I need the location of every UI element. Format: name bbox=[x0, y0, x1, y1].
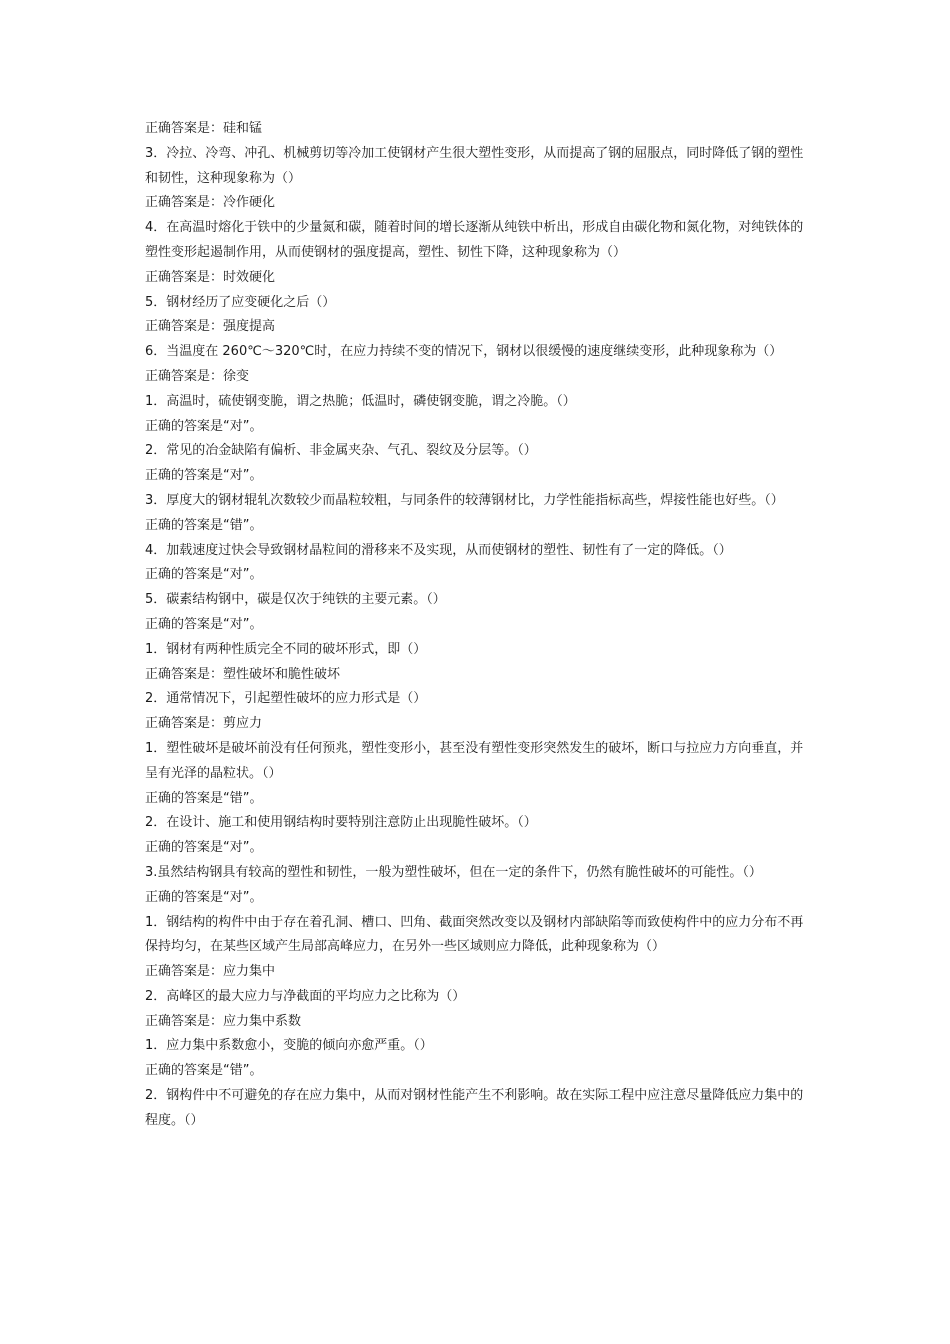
answer-text-body bbox=[145, 117, 810, 1134]
answer-line: 正确的答案是“对”。 bbox=[145, 418, 263, 434]
question-line: 1．钢材有两种性质完全不同的破坏形式，即（） bbox=[145, 641, 427, 657]
answer-line: 正确的答案是“错”。 bbox=[145, 517, 263, 533]
answer-line: 正确的答案是“对”。 bbox=[145, 567, 263, 583]
answer-line: 正确答案是：塑性破坏和脆性破坏 bbox=[145, 666, 341, 682]
question-line: 2．常见的冶金缺陷有偏析、非金属夹杂、气孔、裂纹及分层等。（） bbox=[145, 443, 537, 459]
answer-line: 正确的答案是“对”。 bbox=[145, 840, 263, 856]
question-line: 6．当温度在 260℃～320℃时，在应力持续不变的情况下，钢材以很缓慢的速度继续变形，此种现象称为（） bbox=[145, 344, 783, 360]
question-line: 3．冷拉、冷弯、冲孔、机械剪切等冷加工使钢材产生很大塑性变形，从而提高了钢的屈服点，同时降低了钢的塑性和韧性，这种现象称为（） bbox=[145, 145, 804, 186]
answer-line: 正确的答案是“错”。 bbox=[145, 1063, 263, 1079]
question-line: 1．塑性破坏是破坏前没有任何预兆，塑性变形小，甚至没有塑性变形突然发生的破坏，断口与拉应力方向垂直，并呈有光泽的晶粒状。（） bbox=[145, 740, 804, 781]
answer-line: 正确的答案是“错”。 bbox=[145, 790, 263, 806]
question-line: 5．钢材经历了应变硬化之后（） bbox=[145, 294, 336, 310]
question-line: 5．碳素结构钢中，碳是仅次于纯铁的主要元素。（） bbox=[145, 592, 446, 608]
question-line: 2．钢构件中不可避免的存在应力集中，从而对钢材性能产生不利影响。故在实际工程中应注意尽量降低应力集中的程度。（） bbox=[145, 1088, 804, 1128]
answer-line: 正确答案是：强度提高 bbox=[145, 319, 276, 335]
question-line: 4．在高温时熔化于铁中的少量氮和碳，随着时间的增长逐渐从纯铁中析出，形成自由碳化物和氮化物，对纯铁体的塑性变形起遏制作用，从而使钢材的强度提高，塑性、韧性下降，这种现象称为（） bbox=[145, 220, 804, 260]
question-line: 1．高温时，硫使钢变脆，谓之热脆；低温时，磷使钢变脆，谓之冷脆。（） bbox=[145, 393, 576, 409]
answer-line: 正确答案是：应力集中 bbox=[145, 964, 276, 980]
answer-line: 正确答案是：剪应力 bbox=[145, 716, 263, 732]
answer-line: 正确的答案是“对”。 bbox=[145, 468, 263, 484]
question-line: 2．在设计、施工和使用钢结构时要特别注意防止出现脆性破坏。（） bbox=[145, 815, 537, 831]
question-line: 2．高峰区的最大应力与净截面的平均应力之比称为（） bbox=[145, 988, 466, 1004]
answer-line: 正确的答案是“对”。 bbox=[145, 616, 263, 632]
answer-line: 正确答案是：硅和锰 bbox=[145, 121, 263, 136]
question-line: 3．厚度大的钢材辊轧次数较少而晶粒较粗，与同条件的较薄钢材比，力学性能指标高些，焊接性能也好些。（） bbox=[145, 492, 784, 508]
answer-line: 正确的答案是“对”。 bbox=[145, 889, 263, 905]
question-line: 2．通常情况下，引起塑性破坏的应力形式是（） bbox=[145, 691, 427, 707]
question-line: 1．应力集中系数愈小，变脆的倾向亦愈严重。（） bbox=[145, 1038, 433, 1054]
question-line: 1．钢结构的构件中由于存在着孔洞、槽口、凹角、截面突然改变以及钢材内部缺陷等而致使构件中的应力分布不再保持均匀，在某些区域产生局部高峰应力，在另外一些区域则应力降低，此种现象称为（） bbox=[145, 914, 804, 955]
answer-line: 正确答案是：时效硬化 bbox=[145, 269, 276, 285]
answer-line: 正确答案是：应力集中系数 bbox=[145, 1013, 302, 1029]
answer-line: 正确答案是：冷作硬化 bbox=[145, 195, 276, 211]
question-line: 4．加载速度过快会导致钢材晶粒间的滑移来不及实现，从而使钢材的塑性、韧性有了一定的降低。（） bbox=[145, 542, 732, 558]
answer-line: 正确答案是：徐变 bbox=[145, 368, 250, 384]
question-line: 3.虽然结构钢具有较高的塑性和韧性，一般为塑性破坏，但在一定的条件下，仍然有脆性破坏的可能性。（） bbox=[145, 864, 762, 880]
